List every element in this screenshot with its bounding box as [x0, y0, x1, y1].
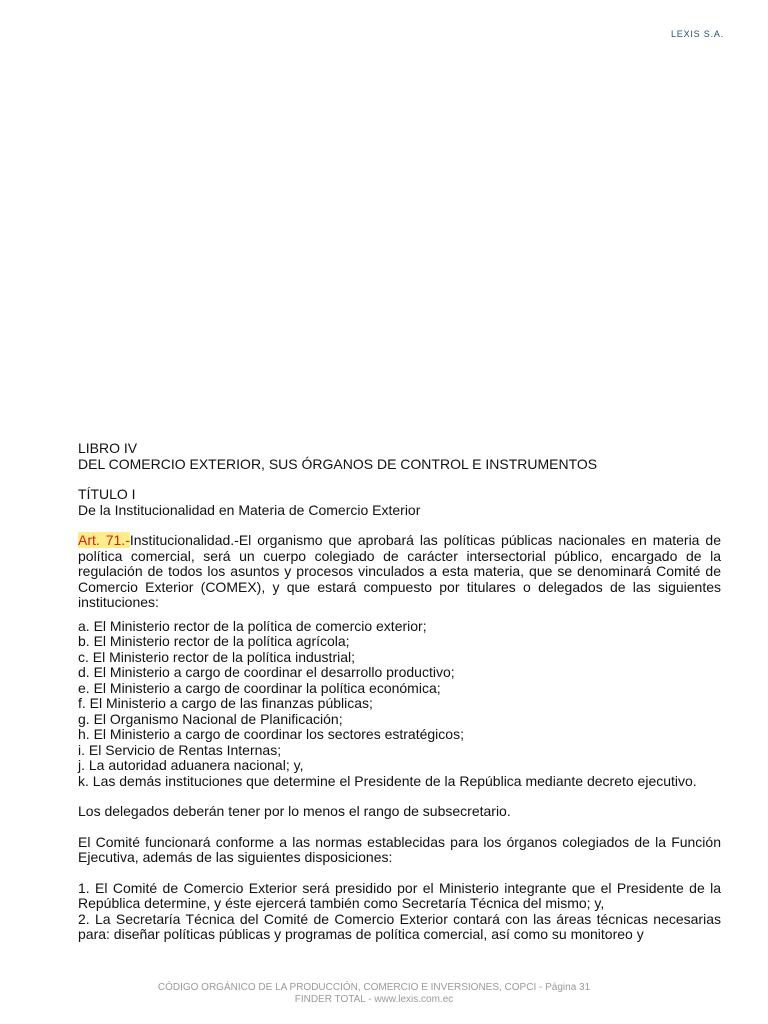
list-item: j. La autoridad aduanera nacional; y,: [78, 757, 304, 773]
list-item: k. Las demás instituciones que determine el Presidente de la República mediante decreto ejecutivo.: [78, 772, 697, 789]
article-paragraph: [78, 533, 721, 611]
institutions-list: [78, 619, 721, 790]
footer-website: FINDER TOTAL - www.lexis.com.ec: [294, 994, 454, 1005]
list-item: f. El Ministerio a cargo de las finanzas públicas;: [78, 695, 373, 711]
book-title: DEL COMERCIO EXTERIOR, SUS ÓRGANOS DE CONTROL E INSTRUMENTOS: [78, 455, 598, 472]
list-item: d. El Ministerio a cargo de coordinar el desarrollo productivo;: [78, 664, 455, 680]
list-item: e. El Ministerio a cargo de coordinar la política económica;: [78, 679, 441, 696]
title-label: TÍTULO I: [78, 486, 136, 502]
provision-item: 1. El Comité de Comercio Exterior será presidido por el Ministerio integrante que el Presidente de la República determine, y éste ejercerá también como Secretaría Técnica del mismo; y,: [78, 879, 721, 911]
provision-item: 2. La Secretaría Técnica del Comité de Comercio Exterior contará con las áreas técnicas necesarias para: diseñar políticas públicas y programas de política comercial, así como su monitoreo y: [78, 910, 721, 942]
list-item: a. El Ministerio rector de la política de comercio exterior;: [78, 617, 427, 634]
article-label: Art. 71.-: [78, 532, 130, 548]
title-heading: De la Institucionalidad en Materia de Comercio Exterior: [78, 501, 421, 518]
book-label: LIBRO IV: [78, 440, 138, 456]
publisher-brand: LEXIS S.A.: [670, 29, 724, 39]
page-footer: [0, 982, 768, 1006]
list-item: c. El Ministerio rector de la política industrial;: [78, 648, 355, 665]
article-text: Institucionalidad.-El organismo que aprobará las políticas públicas nacionales en materia de política comercial, será un cuerpo colegiado de carácter intersectorial público, encargado de la regulación de todos los asuntos y procesos vinculados a esta materia, que se denominará Comité de Comercio Exterior (COMEX), y que estará compuesto por titulares o delegados de las siguientes instituciones:: [78, 532, 722, 610]
list-item: i. El Servicio de Rentas Internas;: [78, 741, 282, 758]
footer-code-title: CÓDIGO ORGÁNICO DE LA PRODUCCIÓN, COMERCIO E INVERSIONES, COPCI - Página 31: [157, 982, 591, 993]
committee-paragraph: El Comité funcionará conforme a las normas establecidas para los órganos colegiados de la Función Ejecutiva, además de las siguientes disposiciones:: [78, 833, 721, 865]
delegates-paragraph: Los delegados deberán tener por lo menos el rango de subsecretario.: [78, 803, 511, 819]
document-body: [78, 441, 721, 943]
list-item: b. El Ministerio rector de la política agrícola;: [78, 633, 350, 649]
list-item: g. El Organismo Nacional de Planificación;: [78, 710, 343, 727]
list-item: h. El Ministerio a cargo de coordinar los sectores estratégicos;: [78, 726, 464, 742]
